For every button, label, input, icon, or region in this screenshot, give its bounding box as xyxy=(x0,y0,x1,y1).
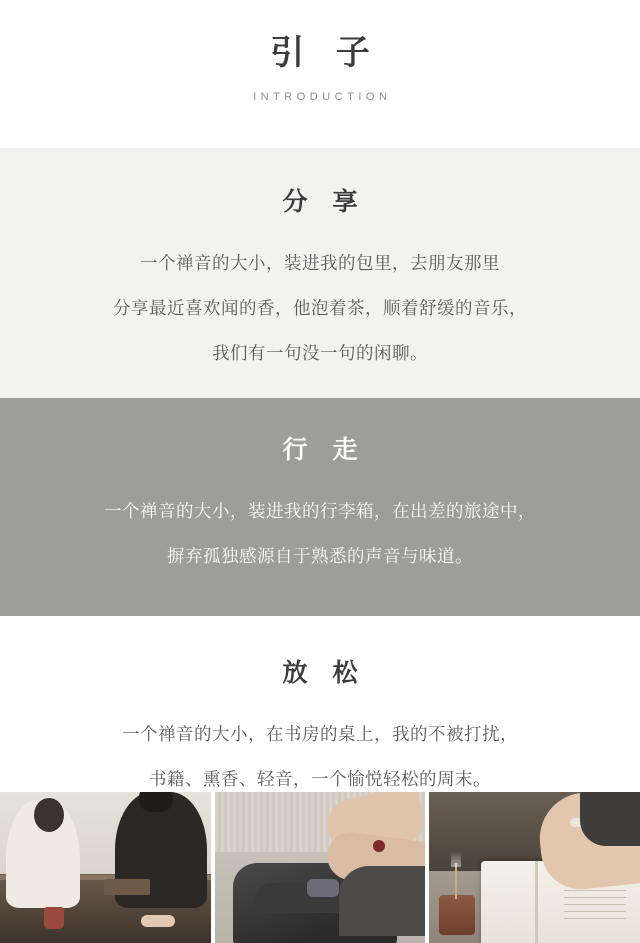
section-share xyxy=(0,148,640,398)
text-line: 我们有一句没一句的闲聊。 xyxy=(212,343,428,363)
text-line: 一个禅音的大小，在书房的桌上，我的不被打扰， xyxy=(122,724,518,744)
sleeve xyxy=(339,866,425,936)
section-share-title: 分 享 xyxy=(282,188,367,216)
page-title: 引 子 xyxy=(270,34,381,72)
section-walk xyxy=(0,398,640,616)
text-line: 摒弃孤独感源自于熟悉的声音与味道。 xyxy=(167,546,473,566)
photo-reading-incense xyxy=(429,792,640,943)
section-walk-body xyxy=(104,489,536,579)
person-right-head xyxy=(139,792,173,812)
text-line: 书籍、熏香、轻音，一个愉悦轻松的周末。 xyxy=(149,769,491,789)
person-left xyxy=(6,800,80,908)
text-line: 一个禅音的大小，装进我的行李箱，在出差的旅途中， xyxy=(104,501,536,521)
wooden-box xyxy=(104,879,150,895)
book-spine xyxy=(535,861,538,943)
section-relax-body xyxy=(122,712,518,802)
person-left-head xyxy=(34,798,64,832)
section-walk-title: 行 走 xyxy=(282,436,367,464)
photo-packing-bag xyxy=(215,792,426,943)
section-relax-title: 放 松 xyxy=(282,659,367,687)
page-subtitle: INTRODUCTION xyxy=(253,90,392,103)
hand xyxy=(141,915,175,927)
tea-cup xyxy=(44,907,64,929)
intro-header xyxy=(0,0,640,148)
incense-stick xyxy=(455,863,457,899)
photo-tea-table xyxy=(0,792,211,943)
photo-strip xyxy=(0,792,640,943)
text-line: 分享最近喜欢闻的香，他泡着茶，顺着舒缓的音乐， xyxy=(113,298,527,318)
packed-object xyxy=(307,879,339,897)
section-share-body xyxy=(113,241,527,376)
text-line: 一个禅音的大小，装进我的包里，去朋友那里 xyxy=(140,253,500,273)
incense-holder xyxy=(439,895,475,935)
sleeve xyxy=(580,792,640,846)
incense-smoke xyxy=(451,845,461,867)
section-relax xyxy=(0,616,640,792)
